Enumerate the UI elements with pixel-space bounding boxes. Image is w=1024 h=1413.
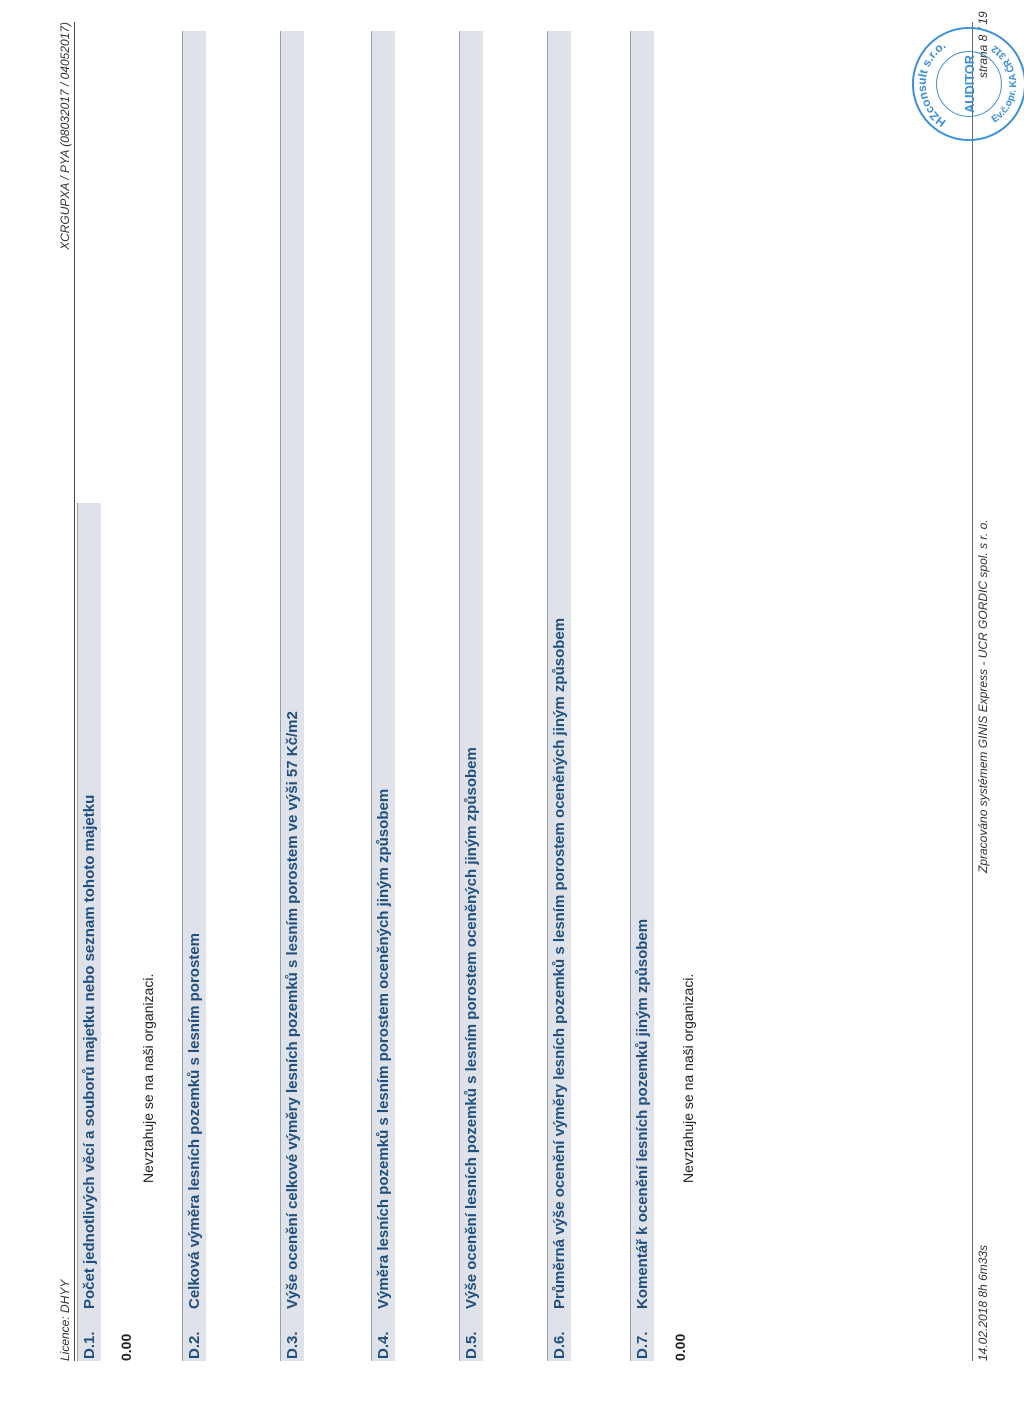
section-code: D.5. [463,1331,480,1359]
section-d1-note: Nevztahuje se na naši organizaci. [140,973,156,1183]
section-title: Počet jednotlivých věcí a souborů majetku nebo seznam tohoto majetku [81,794,98,1309]
footer-divider [972,22,973,1361]
auditor-stamp [910,25,1024,143]
svg-text:HZconsult s.r.o. [915,38,949,130]
document-code: XCRGUPXA / PYA (08032017 / 04052017) [58,22,72,250]
stamp-top-text: HZconsult s.r.o. [914,37,949,130]
section-d7 [630,31,654,1361]
section-title: Celková výměra lesních pozemků s lesním porostem [186,933,203,1309]
section-d7-value: 0.00 [672,1333,688,1361]
section-d5 [459,31,483,1361]
section-code: D.3. [284,1331,301,1359]
section-d4 [371,31,395,1361]
section-d3 [280,31,304,1361]
section-title: Výměra lesních pozemků s lesním porostem oceněných jiným způsobem [375,788,392,1309]
license-label: Licence: DHYY [58,1279,72,1361]
section-title: Výše ocenění celkové výměry lesních pozemků s lesním porostem ve výši 57 Kč/m2 [284,711,301,1309]
section-d7-note: Nevztahuje se na naši organizaci. [680,973,696,1183]
footer-date: 14.02.2018 8h 6m33s [976,1244,990,1361]
section-code: D.2. [186,1331,203,1359]
section-title: Průměrná výše ocenění výměry lesních pozemků s lesním porostem oceněných jiným způsobem [551,617,568,1309]
section-code: D.6. [551,1331,568,1359]
section-code: D.7. [634,1331,651,1359]
footer-page: strana 8 / 19 [976,11,990,78]
section-code: D.1. [81,1331,98,1359]
page-header [58,22,75,1361]
section-code: D.4. [375,1331,392,1359]
section-d1-value: 0.00 [118,1333,134,1361]
section-d2 [182,31,206,1361]
footer-system: Zpracováno systémem GINIS Express - UCR GORDIC spol. s r. o. [976,519,990,873]
stamp-middle-text: AUDITOR [961,55,977,113]
svg-text:Ev.č.opr. KA ČR 312 [989,42,1019,125]
section-title: Výše ocenění lesních pozemků s lesním porostem oceněných jiným způsobem [463,747,480,1309]
stamp-bottom-text: Ev.č.opr. KA ČR 312 [989,42,1020,126]
section-title: Komentář k ocenění lesních pozemků jiným způsobem [634,918,651,1309]
section-d1 [77,503,101,1361]
section-d6 [547,31,571,1361]
